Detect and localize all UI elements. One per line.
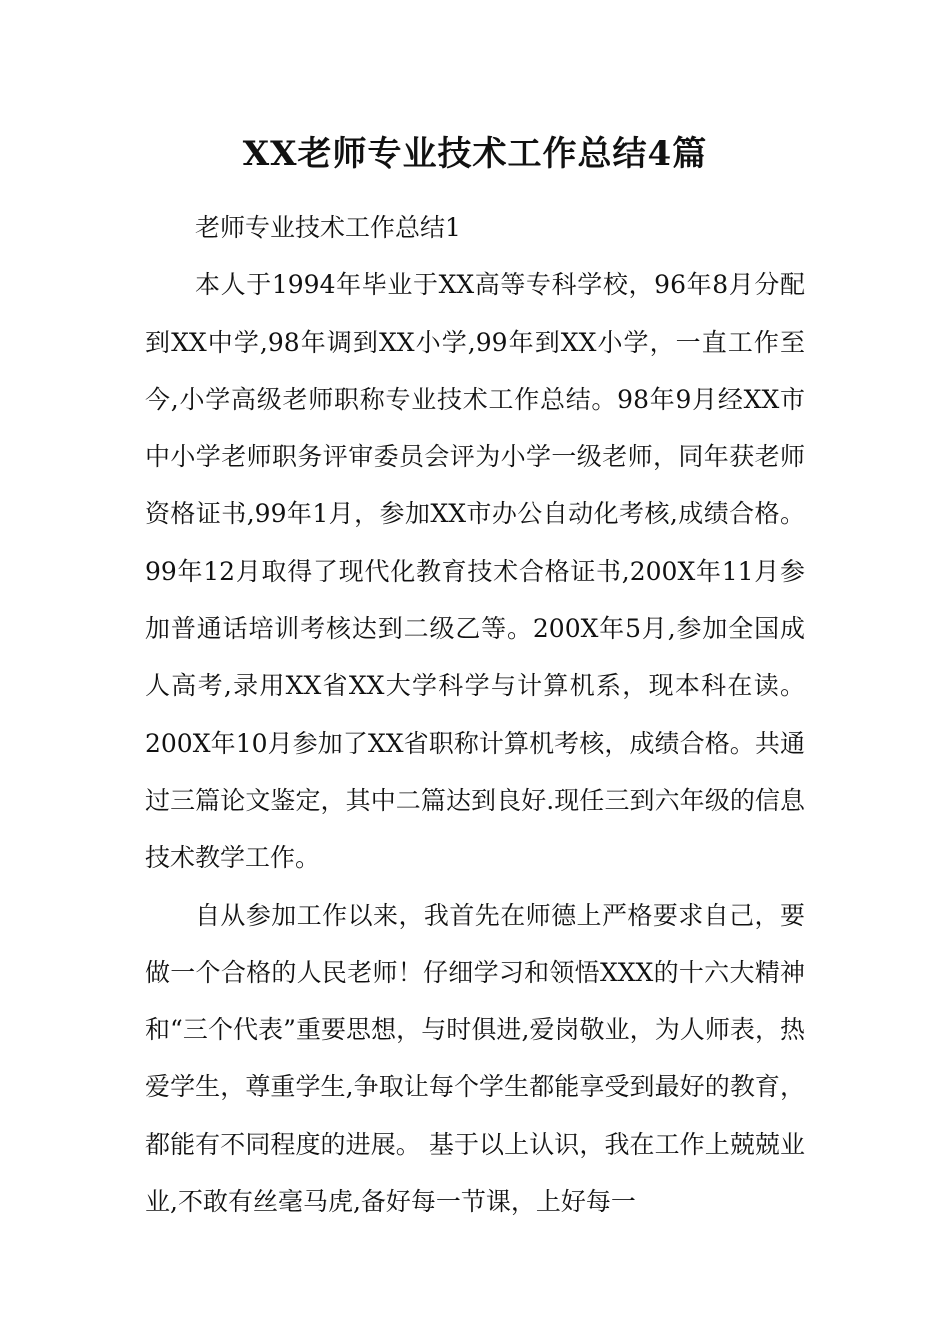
paragraph-2: 自从参加工作以来，我首先在师德上严格要求自己，要做一个合格的人民老师！仔细学习和领悟XXX的十六大精神和“三个代表”重要思想，与时俱进,爱岗敬业，为人师表，热爱学生，尊重学生,争取让每个学生都能享受到最好的教育，都能有不同程度的进展。 基于以上认识，我在工作上兢兢业业,不敢有丝毫马虎,备好每一节课，上好每一 <box>145 900 805 1217</box>
section-heading: 老师专业技术工作总结1 <box>195 213 461 242</box>
document-title: XX老师专业技术工作总结4篇 <box>242 134 708 174</box>
document-body <box>145 199 805 1230</box>
paragraph-1: 本人于1994年毕业于XX高等专科学校，96年8月分配到XX中学,98年调到XX小学,99年到XX小学，一直工作至今,小学高级老师职称专业技术工作总结。98年9月经XX市中小学老师职务评审委员会评为小学一级老师，同年获老师资格证书,99年1月，参加XX市办公自动化考核,成绩合格。99年12月取得了现代化教育技术合格证书,200X年11月参加普通话培训考核达到二级乙等。200X年5月,参加全国成人高考,录用XX省XX大学科学与计算机系，现本科在读。200X年10月参加了XX省职称计算机考核，成绩合格。共通过三篇论文鉴定，其中二篇达到良好.现任三到六年级的信息技术教学工作。 <box>145 270 805 873</box>
